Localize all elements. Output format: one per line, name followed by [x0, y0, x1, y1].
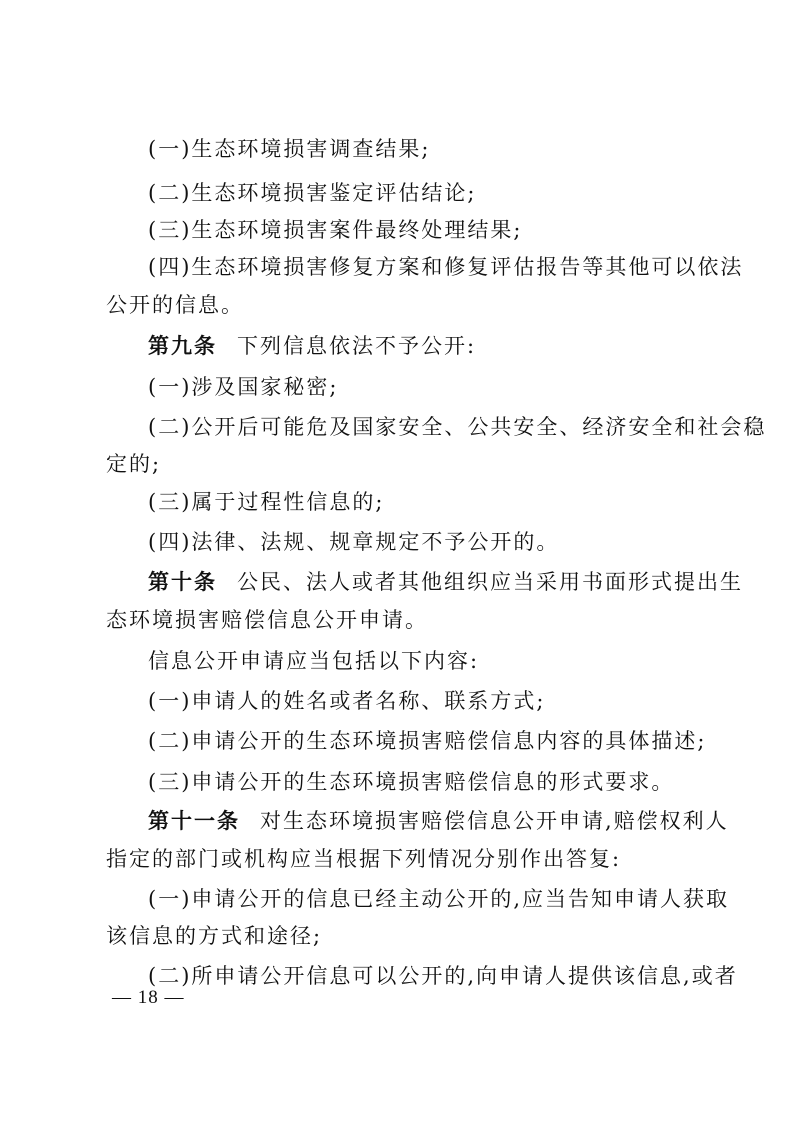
article-heading: 第十条 — [148, 570, 217, 594]
paragraph-line: (二)公开后可能危及国家安全、公共安全、经济安全和社会稳 — [148, 415, 767, 439]
paragraph-line: (一)涉及国家秘密; — [148, 375, 339, 399]
article-11: 第十一条 对生态环境损害赔偿信息公开申请,赔偿权利人 — [148, 809, 729, 833]
article-heading: 第九条 — [148, 334, 217, 358]
paragraph-line: (二)所申请公开信息可以公开的,向申请人提供该信息,或者 — [148, 964, 738, 988]
paragraph-line: (一)申请公开的信息已经主动公开的,应当告知申请人获取 — [148, 887, 730, 911]
article-9: 第九条 下列信息依法不予公开: — [148, 334, 477, 358]
paragraph-line: (三)属于过程性信息的; — [148, 490, 385, 514]
paragraph-line: 态环境损害赔偿信息公开申请。 — [106, 608, 428, 632]
paragraph-line: (三)生态环境损害案件最终处理结果; — [148, 218, 523, 242]
paragraph-line: 公开的信息。 — [106, 293, 244, 317]
paragraph-line: 指定的部门或机构应当根据下列情况分别作出答复: — [106, 847, 622, 871]
paragraph-line: (一)申请人的姓名或者名称、联系方式; — [148, 689, 546, 713]
paragraph-line: (一)生态环境损害调查结果; — [148, 137, 431, 161]
paragraph-line: (二)申请公开的生态环境损害赔偿信息内容的具体描述; — [148, 729, 707, 753]
page-number: — 18 — — [112, 987, 185, 1008]
paragraph-line: (四)生态环境损害修复方案和修复评估报告等其他可以依法 — [148, 255, 744, 279]
paragraph-line: 定的; — [106, 452, 162, 476]
article-heading: 第十一条 — [148, 809, 240, 833]
paragraph-line: (二)生态环境损害鉴定评估结论; — [148, 181, 477, 205]
paragraph-line: 信息公开申请应当包括以下内容: — [148, 649, 480, 673]
paragraph-line: 该信息的方式和途径; — [106, 924, 323, 948]
paragraph-line: (四)法律、法规、规章规定不予公开的。 — [148, 530, 560, 554]
paragraph-line: (三)申请公开的生态环境损害赔偿信息的形式要求。 — [148, 770, 675, 794]
article-10: 第十条 公民、法人或者其他组织应当采用书面形式提出生 — [148, 570, 743, 594]
